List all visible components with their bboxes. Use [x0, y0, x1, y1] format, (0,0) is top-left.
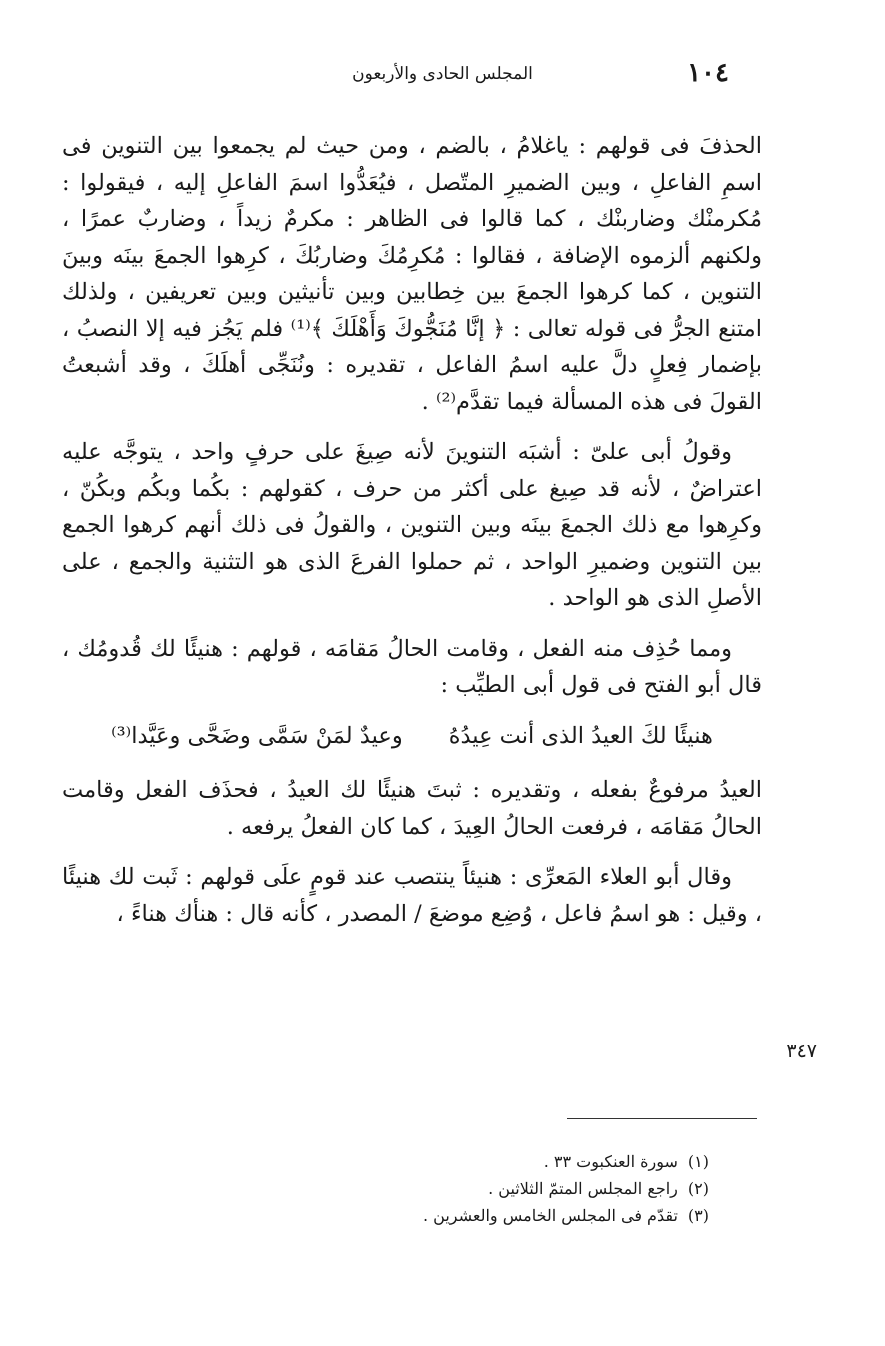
manuscript-folio-number: ٣٤٧: [786, 1040, 817, 1062]
page-number: ١٠٤: [687, 58, 729, 88]
footnote-text: راجع المجلس المتمّ الثلاثين .: [488, 1179, 678, 1198]
main-text: [62, 128, 762, 946]
paragraph: وقال أبو العلاء المَعرِّى : هنيئاً ينتصب عند قومٍ علَى قولهم : ثَبت لك هنيئًا ، وقيل : هو اسمُ فاعل ، وُضِع موضعَ / المصدر ، كأنه قال : هنأك هناءً ،: [62, 864, 762, 927]
footnote-text: سورة العنكبوت ٣٣ .: [543, 1152, 678, 1171]
footnote-number: (١): [687, 1152, 709, 1171]
paragraph: وقولُ أبى علىّ : أشبَه التنوينَ لأنه صِيغَ على حرفٍ واحد ، يتوجَّه عليه اعتراضٌ ، لأنه قد صِيغ على أكثر من حرف ، كقولهم : بكُما وبكُم وبكُنّ ، وكرِهوا مع ذلك الجمعَ بينَه وبين التنوين ، والقولُ فى ذلك أنهم كرهوا الجمع بين التنوين وضميرِ الواحد ، ثم حملوا الفرعَ الذى هو التثنية والجمع ، على الأصلِ الذى هو الواحد .: [62, 439, 762, 611]
running-title: المجلس الحادى والأربعون: [352, 64, 533, 84]
verse-first-hemistich: هنيئًا لكَ العيدُ الذى أنت عِيدُهُ: [448, 722, 713, 749]
footnote: [209, 1175, 709, 1202]
footnote-number: (٣): [687, 1206, 709, 1225]
footnote-number: (٢): [687, 1179, 709, 1198]
footnote: [209, 1148, 709, 1175]
poetry-verse: [62, 718, 762, 755]
footnote: [209, 1202, 709, 1229]
footnote-text: تقدّم فى المجلس الخامس والعشرين .: [422, 1206, 678, 1225]
paragraph: ومما حُذِف منه الفعل ، وقامت الحالُ مَقامَه ، قولهم : هنيئًا لك قُدومُك ، قال أبو الفتح فى قول أبى الطيِّب :: [62, 635, 762, 698]
paragraph: العيدُ مرفوعٌ بفعله ، وتقديره : ثبتَ هنيئًا لك العيدُ ، فحذَف الفعل وقامت الحالُ مَقامَه ، فرفعت الحالُ العِيدَ ، كما كان الفعلُ يرفعه .: [62, 777, 762, 840]
page-header: [60, 56, 825, 96]
footnote-separator: [567, 1118, 757, 1119]
verse-second-hemistich: وعيدٌ لمَنْ سَمَّى وضَحَّى وعَيَّدا⁽³⁾: [111, 722, 403, 749]
footnotes: [209, 1148, 709, 1229]
paragraph: الحذفَ فى قولهم : ياغلامُ ، بالضم ، ومن حيث لم يجمعوا بين التنوين فى اسمِ الفاعلِ ، وبين الضميرِ المتّصل ، فيُعَدُّوا اسمَ الفاعلِ إليه ، فيقولوا : مُكرمنْك وضاربنْك ، كما قالوا فى الظاهر : مكرمٌ زيداً ، وضاربٌ عمرًا ، ولكنهم ألزموه الإضافة ، فقالوا : مُكرِمُكَ وضاربُكَ ، كرِهوا الجمعَ بينَه وبينَ التنوين ، كما كرهوا الجمعَ بين خِطابين وبين تأنيثين وبين تعريفين ، ولذلك امتنع الجرُّ فى قوله تعالى : ﴿ إنَّا مُنَجُّوكَ وَأَهْلَكَ ﴾⁽¹⁾ فلم يَجُز فيه إلا النصبُ ، بإضمار فِعلٍ دلَّ عليه اسمُ الفاعل ، تقديره : ونُنَجِّى أهلَكَ ، وقد أشبعتُ القولَ فى هذه المسألة فيما تقدَّم⁽²⁾ .: [62, 133, 763, 415]
